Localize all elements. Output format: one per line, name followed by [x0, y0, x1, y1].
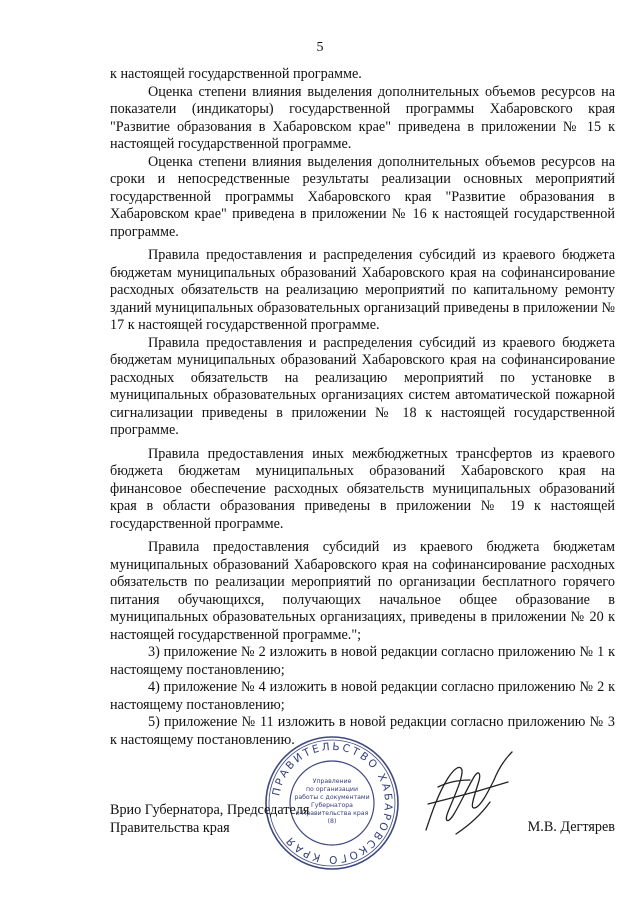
seal-ring-text: ПРАВИТЕЛЬСТВО ХАБАРОВСКОГО КРАЯ: [270, 740, 395, 866]
paragraph: Правила предоставления и распределения субсидий из краевого бюджета бюджетам муниципальных образований Хабаровского края на софинансирование расходных обязательств на реализацию мероприятий по установке в муниципальных образовательных организациях систем автоматической пожарной сигнализации приведены в приложении № 18 к настоящей государственной программе.: [110, 334, 615, 438]
paragraph: Правила предоставления иных межбюджетных трансфертов из краевого бюджета бюджетам муниципальных образований Хабаровского края на финансовое обеспечение расходных обязательств муниципальных образований края в области образования приведены в приложении № 19 к настоящей государственной программе.: [110, 445, 615, 532]
signer-position: Врио Губернатора, Председателя Правительства края: [110, 802, 310, 836]
seal-center-line: Управление: [312, 778, 352, 785]
signer-name: М.В. Дегтярев: [527, 819, 615, 835]
page-number: 5: [316, 40, 324, 55]
list-item: 3) приложение № 2 изложить в новой редакции согласно приложению № 1 к настоящему постановлению;: [110, 644, 615, 678]
paragraph: Правила предоставления и распределения субсидий из краевого бюджета бюджетам муниципальных образований Хабаровского края на софинансирование расходных обязательств на реализацию мероприятий по капитальному ремонту зданий муниципальных образовательных организаций приведены в приложении № 17 к настоящей государственной программе.: [110, 247, 615, 333]
signature-block: [110, 802, 615, 842]
paragraph: Оценка степени влияния выделения дополнительных объемов ресурсов на сроки и непосредственные результаты реализации основных мероприятий государственной программы Хабаровского края "Развитие образования в Хабаровском крае" приведена в приложении № 16 к настоящей государственной программе.: [110, 153, 615, 240]
list-item: 4) приложение № 4 изложить в новой редакции согласно приложению № 2 к настоящему постановлению;: [110, 679, 615, 713]
list-item: 5) приложение № 11 изложить в новой редакции согласно приложению № 3 к настоящему постановлению.: [110, 714, 615, 748]
seal-center-line: (8): [327, 818, 337, 825]
paragraph: Оценка степени влияния выделения дополнительных объемов ресурсов на показатели (индикаторы) государственной программы Хабаровского края "Развитие образования в Хабаровском крае" приведена в приложении № 15 к настоящей государственной программе.: [110, 83, 615, 152]
paragraph: к настоящей государственной программе.: [110, 66, 362, 82]
paragraph: Правила предоставления субсидий из краевого бюджета бюджетам муниципальных образований Хабаровского края на софинансирование расходных обязательств по реализации мероприятий по организации бесплатного горячего питания обучающихся, получающих начальное общее образование в муниципальных образовательных организациях, приведены в приложении № 20 к настоящей государственной программе.";: [110, 539, 615, 643]
handwritten-signature: [408, 742, 520, 847]
seal-center-line: по организации: [306, 786, 358, 793]
document-body: [110, 66, 615, 749]
seal-center-line: и Правительства края: [295, 810, 369, 817]
seal-center-line: работы с документами: [294, 794, 370, 801]
seal-center-line: Губернатора: [311, 802, 353, 809]
